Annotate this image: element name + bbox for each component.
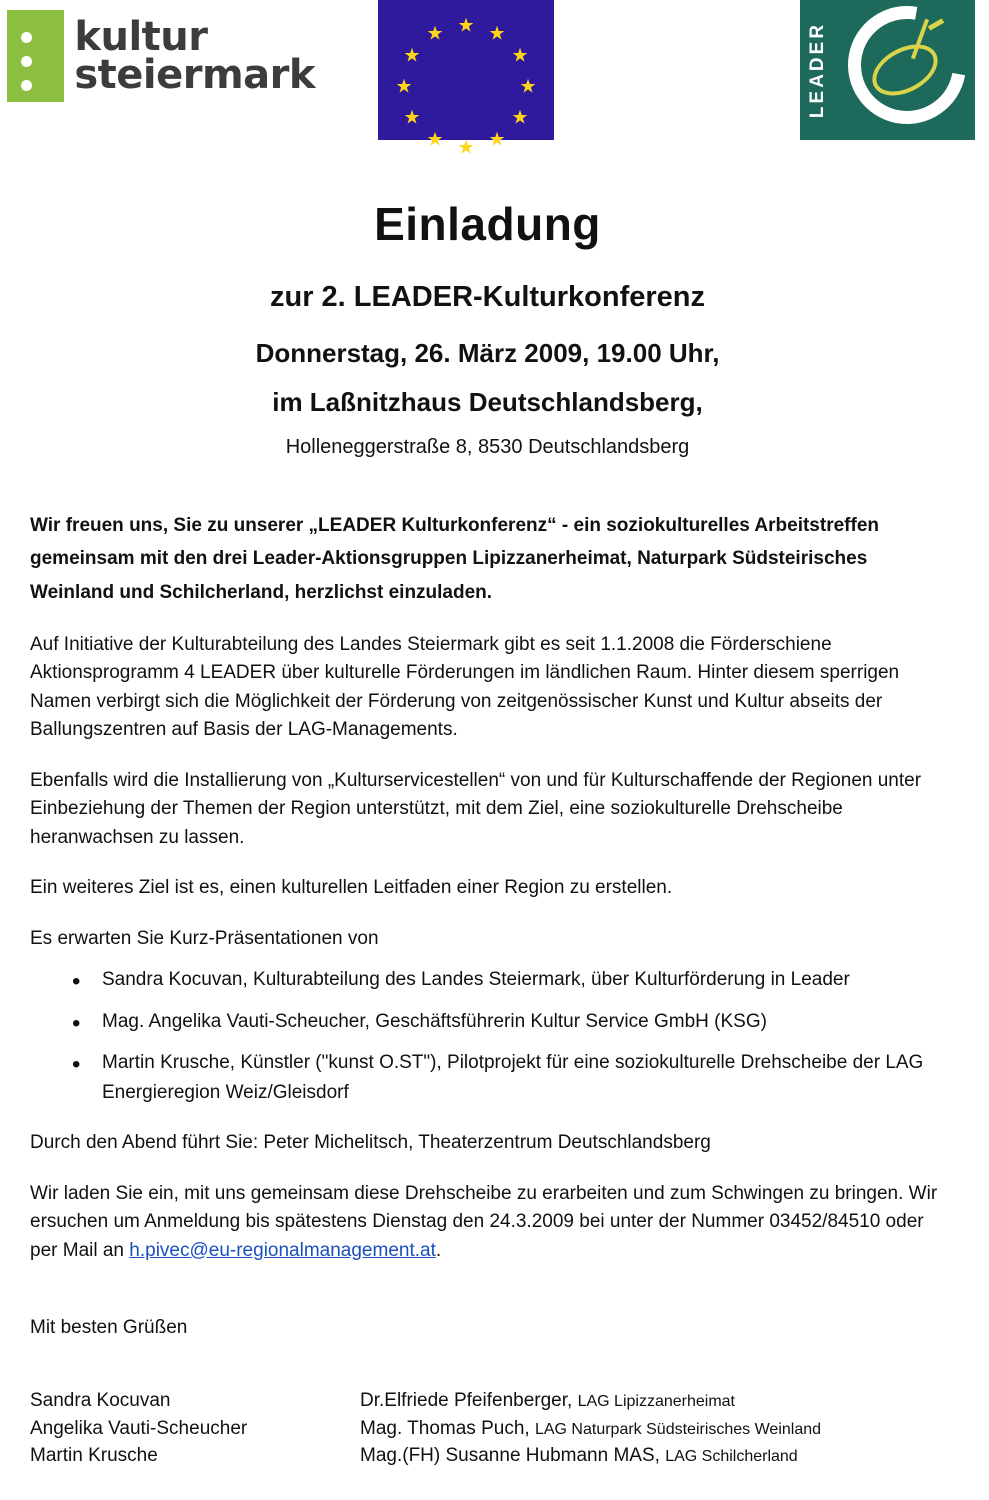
paragraph-2: Ebenfalls wird die Installierung von „Kulturservicestellen“ von und für Kulturschaffende der Regionen unter Einbeziehung der Themen der Region unterstützt, mit dem Ziel, eine soziokulturelle Drehscheibe heranwachsen zu lassen. <box>30 769 922 848</box>
closing-text-before-link: Wir laden Sie ein, mit uns gemeinsam diese Drehscheibe zu erarbeiten und zum Schwingen zu bringen. Wir ersuchen um Anmeldung bis spätestens Dienstag den 24.3.2009 bei unter der Nummer 03452/84510 oder per Mail an <box>30 1182 938 1261</box>
greeting-line: Mit besten Grüßen <box>30 1317 188 1338</box>
paragraph-3: Ein weiteres Ziel ist es, einen kulturellen Leitfaden einer Region zu erstellen. <box>30 877 673 899</box>
list-item: • Martin Krusche, Künstler ("kunst O.ST"), Pilotprojekt für eine soziokulturelle Drehscheibe der LAG Energieregion Weiz/Gleisdorf <box>72 1048 945 1107</box>
signature-name: Martin Krusche <box>30 1445 158 1467</box>
moderation-line: Durch den Abend führt Sie: Peter Michelitsch, Theaterzentrum Deutschlandsberg <box>30 1132 711 1153</box>
signature-block <box>30 1387 945 1470</box>
event-venue: im Laßnitzhaus Deutschlandsberg, <box>272 387 703 417</box>
invitation-intro: Wir freuen uns, Sie zu unserer „LEADER Kulturkonferenz“ - ein soziokulturelles Arbeitstreffen gemeinsam mit den drei Leader-Aktionsgruppen Lipizzanerheimat, Naturpark Südsteirisches Weinland und Schilcherland, herzlichst einzuladen. <box>30 515 879 603</box>
email-link[interactable]: h.pivec@eu-regionalmanagement.at <box>129 1239 436 1261</box>
eu-stars-icon: ★ ★ ★ ★ ★ ★ ★ ★ ★ ★ ★ ★ <box>395 15 537 159</box>
document-body <box>0 197 975 1470</box>
presentations-intro: Es erwarten Sie Kurz-Präsentationen von <box>30 927 379 949</box>
speaker-list <box>30 965 945 1107</box>
event-address: Holleneggerstraße 8, 8530 Deutschlandsberg <box>285 436 690 458</box>
leader-wordmark: LEADER <box>807 21 828 119</box>
kultur-word-1: kultur <box>74 14 208 60</box>
closing-text-after-link: . <box>435 1239 442 1261</box>
event-date: Donnerstag, 26. März 2009, 19.00 Uhr, <box>255 338 720 368</box>
closing-paragraph <box>30 1180 945 1266</box>
signature-column-right <box>360 1387 945 1470</box>
list-item: • Sandra Kocuvan, Kulturabteilung des Landes Steiermark, über Kulturförderung in Leader <box>72 965 945 994</box>
signature-column-left <box>30 1387 360 1470</box>
event-subtitle: zur 2. LEADER-Kulturkonferenz <box>269 281 706 313</box>
signature-entry <box>360 1415 945 1443</box>
signature-name: Angelika Vauti-Scheucher <box>30 1417 248 1439</box>
kultur-steiermark-logo <box>5 2 315 110</box>
signature-name: Dr.Elfriede Pfeifenberger, <box>360 1390 573 1411</box>
kultur-word-2: steiermark <box>74 52 315 98</box>
logo-header <box>0 0 975 159</box>
signature-org: LAG Lipizzanerheimat <box>577 1393 735 1410</box>
signature-org: LAG Schilcherland <box>665 1448 798 1466</box>
signature-org: LAG Naturpark Südsteirisches Weinland <box>534 1420 822 1438</box>
signature-name: Mag. Thomas Puch, <box>360 1417 530 1439</box>
page-title: Einladung <box>374 198 601 250</box>
eu-flag-logo <box>378 0 554 159</box>
leader-logo <box>800 0 975 140</box>
signature-entry <box>360 1387 945 1415</box>
list-item: • Mag. Angelika Vauti-Scheucher, Geschäftsführerin Kultur Service GmbH (KSG) <box>72 1007 945 1036</box>
paragraph-1: Auf Initiative der Kulturabteilung des Landes Steiermark gibt es seit 1.1.2008 die Förderschiene Aktionsprogramm 4 LEADER über kulturelle Förderungen im ländlichen Raum. Hinter diesem sperrigen Namen verbirgt sich die Möglichkeit der Förderung von zeitgenössischer Kunst und Kultur abseits der Ballungszentren auf Basis der LAG-Managements. <box>30 633 900 741</box>
signature-name: Sandra Kocuvan <box>30 1390 171 1411</box>
signature-entry <box>360 1442 945 1470</box>
kultur-wordmark <box>74 14 315 98</box>
signature-name: Mag.(FH) Susanne Hubmann MAS, <box>360 1445 660 1467</box>
kultur-green-block-icon <box>7 10 64 102</box>
kultur-dots-icon <box>21 32 33 104</box>
